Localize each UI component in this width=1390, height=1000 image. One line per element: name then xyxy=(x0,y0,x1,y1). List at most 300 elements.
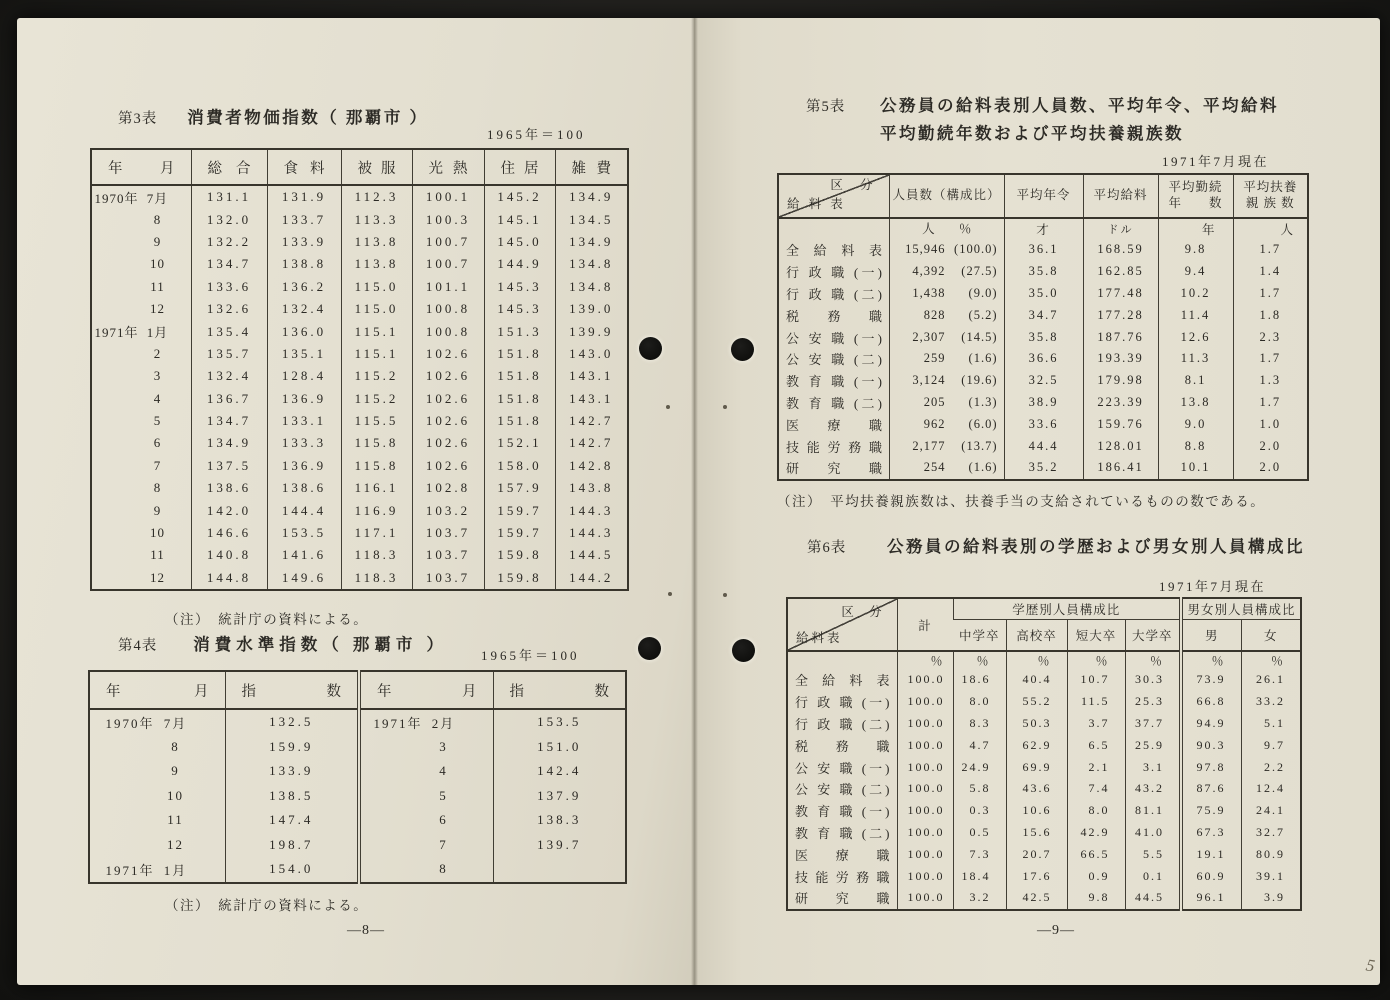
cell: 17.6 xyxy=(1006,865,1067,887)
cell: 103.2 xyxy=(412,499,484,521)
table-row xyxy=(778,283,1308,305)
cell: 32.5 xyxy=(1004,370,1083,392)
table-row xyxy=(91,298,628,320)
cell: 135.1 xyxy=(267,343,341,365)
cell: 102.8 xyxy=(412,477,484,499)
table5-label: 第5表 xyxy=(806,99,846,115)
cell: 30.3 xyxy=(1125,669,1181,691)
cell: 144.3 xyxy=(555,499,628,521)
headcount-cell: 205 (1.3) xyxy=(889,392,1004,414)
table-row xyxy=(91,522,628,544)
cell: 102.6 xyxy=(412,343,484,365)
cell: 1.3 xyxy=(1233,370,1308,392)
table-5-salary-schedule-stats xyxy=(777,173,1309,481)
salary-schedule-name: 医 療 職 xyxy=(795,847,890,863)
cell: 177.48 xyxy=(1083,283,1158,305)
cell: 154.0 xyxy=(225,857,359,883)
salary-schedule-name: 税 務 職 xyxy=(786,308,882,324)
table6-title: 公務員の給料表別の学歴および男女別人員構成比 xyxy=(887,537,1305,556)
table-3-consumer-price-index xyxy=(90,148,629,591)
table-row xyxy=(778,413,1308,435)
table-row xyxy=(91,477,628,499)
table-row xyxy=(91,185,628,208)
cell: 137.5 xyxy=(191,455,267,477)
cell: 158.0 xyxy=(484,455,555,477)
cell: 8.0 xyxy=(1067,800,1125,822)
paper-speck xyxy=(723,593,727,597)
cell: 0.9 xyxy=(1067,865,1125,887)
cell: 139.0 xyxy=(555,298,628,320)
page-number: ―8― xyxy=(347,923,385,938)
cell: 144.5 xyxy=(555,544,628,566)
salary-schedule-name: 研 究 職 xyxy=(786,461,882,477)
cell: 143.1 xyxy=(555,365,628,387)
cell: 44.5 xyxy=(1125,887,1181,910)
table-row xyxy=(91,253,628,275)
table4-title: 消費水準指数（ 那覇市 ） xyxy=(193,635,448,654)
unit-age: 才 xyxy=(1004,218,1083,239)
units-row xyxy=(778,218,1308,239)
cell: 187.76 xyxy=(1083,326,1158,348)
corner-kubun: 区 分 xyxy=(841,605,888,619)
cell: 115.0 xyxy=(341,276,412,298)
cell: 80.9 xyxy=(1241,843,1301,865)
salary-schedule-name: 公 安 職 (一) xyxy=(786,330,882,346)
month-cell: 10 xyxy=(150,525,165,541)
month-cell: 8 xyxy=(171,738,180,754)
table-row xyxy=(787,691,1301,713)
cell: 1.7 xyxy=(1233,348,1308,370)
cell: 90.3 xyxy=(1181,734,1241,756)
cell: 136.7 xyxy=(191,388,267,410)
paper-speck xyxy=(666,405,670,409)
cell: 133.9 xyxy=(225,759,359,784)
month-cell: 9 xyxy=(171,763,180,779)
col-junior-college: 短大卒 xyxy=(1067,620,1125,652)
table-row xyxy=(787,756,1301,778)
cell: 134.9 xyxy=(555,185,628,208)
cell: 113.8 xyxy=(341,253,412,275)
headcount-cell: 1,438 (9.0) xyxy=(889,283,1004,305)
cell: 3.7 xyxy=(1067,713,1125,735)
cell: 102.6 xyxy=(412,410,484,432)
cell: 159.8 xyxy=(484,544,555,566)
month-cell: 9 xyxy=(153,233,162,249)
table-row xyxy=(787,713,1301,735)
cell: 159.76 xyxy=(1083,413,1158,435)
cell: 0.5 xyxy=(953,822,1006,844)
cell: 2.3 xyxy=(1233,326,1308,348)
cell: 101.1 xyxy=(412,276,484,298)
cell: 35.8 xyxy=(1004,326,1083,348)
cell: 19.1 xyxy=(1181,843,1241,865)
cell: 12.6 xyxy=(1158,326,1233,348)
salary-schedule-name: 公 安 職 (二) xyxy=(786,352,882,368)
cell: 100.0 xyxy=(897,669,953,691)
month-cell: 12 xyxy=(167,836,184,852)
table-row xyxy=(91,365,628,387)
headcount-cell: 15,946 (100.0) xyxy=(889,239,1004,261)
month-cell: 1971年 1月 xyxy=(105,862,188,878)
month-cell: 1970年 7月 xyxy=(94,190,169,206)
cell: 135.4 xyxy=(191,320,267,342)
cell: 157.9 xyxy=(484,477,555,499)
table-row xyxy=(778,348,1308,370)
table3-title: 消費者物価指数（ 那覇市 ） xyxy=(187,108,429,127)
cell: 20.7 xyxy=(1006,843,1067,865)
table-row xyxy=(787,843,1301,865)
cell: 115.1 xyxy=(341,343,412,365)
cell: 8.0 xyxy=(953,691,1006,713)
cell: 33.6 xyxy=(1004,413,1083,435)
table-row xyxy=(778,239,1308,261)
table-row xyxy=(89,784,626,809)
cell: 134.8 xyxy=(555,253,628,275)
headcount-cell: 3,124 (19.6) xyxy=(889,370,1004,392)
salary-schedule-name: 全 給 料 表 xyxy=(795,673,890,689)
cell: 118.3 xyxy=(341,544,412,566)
punch-hole xyxy=(639,337,662,360)
cell: 43.6 xyxy=(1006,778,1067,800)
cell: 134.8 xyxy=(555,276,628,298)
cell: 134.7 xyxy=(191,410,267,432)
table-row xyxy=(778,435,1308,457)
cell: 138.6 xyxy=(191,477,267,499)
table-row xyxy=(91,544,628,566)
month-cell: 1970年 7月 xyxy=(105,715,188,731)
cell: 115.2 xyxy=(341,365,412,387)
cell: 144.8 xyxy=(191,567,267,590)
cell: 115.5 xyxy=(341,410,412,432)
table-row xyxy=(787,865,1301,887)
col-general: 総 合 xyxy=(191,149,267,185)
month-cell: 12 xyxy=(150,569,165,585)
cell: 159.9 xyxy=(225,735,359,760)
cell: 10.6 xyxy=(1006,800,1067,822)
col-year-month: 年 月 xyxy=(89,671,225,709)
cell: 102.6 xyxy=(412,388,484,410)
cell: 50.3 xyxy=(1006,713,1067,735)
cell: 138.5 xyxy=(225,784,359,809)
cell: 144.4 xyxy=(267,499,341,521)
cell: 142.0 xyxy=(191,499,267,521)
col-avg-pay: 平均給料 xyxy=(1083,174,1158,218)
cell: 60.9 xyxy=(1181,865,1241,887)
cell: 81.1 xyxy=(1125,800,1181,822)
cell: 147.4 xyxy=(225,808,359,833)
cell: 102.6 xyxy=(412,365,484,387)
corner-kyuryohyo: 給 料 表 xyxy=(787,197,846,212)
cell: 25.9 xyxy=(1125,734,1181,756)
cell: 116.1 xyxy=(341,477,412,499)
cell: 103.7 xyxy=(412,522,484,544)
cell: 9.8 xyxy=(1067,887,1125,910)
cell: 37.7 xyxy=(1125,713,1181,735)
corner-kyuryohyo: 給料表 xyxy=(796,631,843,645)
cell: 33.2 xyxy=(1241,691,1301,713)
cell: 131.1 xyxy=(191,185,267,208)
table-row xyxy=(91,388,628,410)
headcount-cell: 962 (6.0) xyxy=(889,413,1004,435)
cell: 142.7 xyxy=(555,410,628,432)
headcount-cell: 259 (1.6) xyxy=(889,348,1004,370)
col-avg-age: 平均年令 xyxy=(1004,174,1083,218)
salary-schedule-name: 教 育 職 (一) xyxy=(795,804,890,820)
cell: 151.8 xyxy=(484,343,555,365)
table-row xyxy=(778,370,1308,392)
headcount-cell: 2,307 (14.5) xyxy=(889,326,1004,348)
cell: 133.6 xyxy=(191,276,267,298)
cell: 10.7 xyxy=(1067,669,1125,691)
cell: 133.9 xyxy=(267,231,341,253)
cell: 112.3 xyxy=(341,185,412,208)
cell: 7.3 xyxy=(953,843,1006,865)
corner-header-cell xyxy=(787,598,897,651)
month-cell: 10 xyxy=(150,256,165,272)
headcount-cell: 4,392 (27.5) xyxy=(889,261,1004,283)
cell: 136.2 xyxy=(267,276,341,298)
table3-heading xyxy=(118,104,429,128)
group-education: 学歴別人員構成比 xyxy=(953,598,1181,620)
cell: 132.4 xyxy=(267,298,341,320)
table5-as-of-date: 1971年7月現在 xyxy=(1162,154,1270,169)
salary-schedule-name: 税 務 職 xyxy=(795,738,890,754)
cell: 113.3 xyxy=(341,208,412,230)
paper-speck xyxy=(723,405,727,409)
cell: 100.0 xyxy=(897,778,953,800)
punch-hole xyxy=(731,338,754,361)
cell xyxy=(493,857,626,883)
unit-pct: ％ xyxy=(897,651,953,669)
salary-schedule-name: 公 安 職 (一) xyxy=(795,760,890,776)
salary-schedule-name: 行 政 職 (二) xyxy=(795,716,890,732)
col-avg-service-years: 平均勤続 年 数 xyxy=(1158,174,1233,218)
cell: 100.0 xyxy=(897,843,953,865)
table4-base-note: 1965年＝100 xyxy=(481,648,580,663)
units-row xyxy=(787,651,1301,669)
salary-schedule-name: 公 安 職 (二) xyxy=(795,782,890,798)
table-row xyxy=(787,800,1301,822)
cell: 132.4 xyxy=(191,365,267,387)
cell: 146.6 xyxy=(191,522,267,544)
cell: 135.7 xyxy=(191,343,267,365)
month-cell: 7 xyxy=(153,457,162,473)
cell: 223.39 xyxy=(1083,392,1158,414)
cell: 133.3 xyxy=(267,432,341,454)
cell: 0.3 xyxy=(953,800,1006,822)
table-row xyxy=(787,734,1301,756)
table4-source-note: （注） 統計庁の資料による。 xyxy=(165,898,369,913)
cell: 159.7 xyxy=(484,499,555,521)
headcount-cell: 2,177 (13.7) xyxy=(889,435,1004,457)
cell: 1.0 xyxy=(1233,413,1308,435)
month-cell: 11 xyxy=(167,812,184,828)
cell: 115.0 xyxy=(341,298,412,320)
salary-schedule-name: 技 能 労 務 職 xyxy=(795,869,890,885)
cell: 18.4 xyxy=(953,865,1006,887)
cell: 142.7 xyxy=(555,432,628,454)
cell: 145.3 xyxy=(484,276,555,298)
cell: 145.2 xyxy=(484,185,555,208)
month-cell: 12 xyxy=(150,301,165,317)
col-year-month: 年 月 xyxy=(359,671,493,709)
unit-person: 人 xyxy=(1233,218,1308,239)
unit-year: 年 xyxy=(1158,218,1233,239)
cell: 116.9 xyxy=(341,499,412,521)
table3-label: 第3表 xyxy=(118,111,158,127)
cell: 168.59 xyxy=(1083,239,1158,261)
table3-header-row xyxy=(91,149,628,185)
cell: 18.6 xyxy=(953,669,1006,691)
table4-label: 第4表 xyxy=(118,638,158,654)
unit-pct: ％ xyxy=(953,651,1006,669)
cell: 96.1 xyxy=(1181,887,1241,910)
month-cell: 1971年 2月 xyxy=(359,709,493,735)
cell: 24.1 xyxy=(1241,800,1301,822)
month-cell: 4 xyxy=(359,759,493,784)
cell: 134.7 xyxy=(191,253,267,275)
table3-source-note: （注） 統計庁の資料による。 xyxy=(165,612,369,627)
table6-header-row-1 xyxy=(787,598,1301,620)
cell: 75.9 xyxy=(1181,800,1241,822)
cell: 115.8 xyxy=(341,432,412,454)
table6-label: 第6表 xyxy=(807,540,847,556)
cell: 143.0 xyxy=(555,343,628,365)
cell: 13.8 xyxy=(1158,392,1233,414)
unit-dollar: ドル xyxy=(1083,218,1158,239)
headcount-cell: 828 (5.2) xyxy=(889,304,1004,326)
cell: 138.3 xyxy=(493,808,626,833)
cell: 151.8 xyxy=(484,410,555,432)
cell: 100.0 xyxy=(897,691,953,713)
cell: 44.4 xyxy=(1004,435,1083,457)
cell: 41.0 xyxy=(1125,822,1181,844)
table-6-education-gender-composition xyxy=(786,597,1302,911)
page-9 xyxy=(694,18,1380,985)
cell: 15.6 xyxy=(1006,822,1067,844)
cell: 9.4 xyxy=(1158,261,1233,283)
table-row xyxy=(89,833,626,858)
table-row xyxy=(787,778,1301,800)
col-misc: 雑 費 xyxy=(555,149,628,185)
cell: 134.9 xyxy=(191,432,267,454)
cell: 145.3 xyxy=(484,298,555,320)
month-cell: 5 xyxy=(359,784,493,809)
month-cell: 7 xyxy=(359,833,493,858)
cell: 134.5 xyxy=(555,208,628,230)
cell: 162.85 xyxy=(1083,261,1158,283)
cell: 136.9 xyxy=(267,388,341,410)
cell: 159.7 xyxy=(484,522,555,544)
page-number: ―9― xyxy=(1037,923,1075,938)
col-index: 指 数 xyxy=(225,671,359,709)
cell: 0.1 xyxy=(1125,865,1181,887)
table-row xyxy=(778,457,1308,480)
unit-pct: ％ xyxy=(1006,651,1067,669)
unit-pct: ％ xyxy=(1181,651,1241,669)
cell: 36.6 xyxy=(1004,348,1083,370)
table4-header-row xyxy=(89,671,626,709)
month-cell: 6 xyxy=(359,808,493,833)
table-row xyxy=(91,432,628,454)
cell: 1.7 xyxy=(1233,283,1308,305)
cell: 25.3 xyxy=(1125,691,1181,713)
cell: 12.4 xyxy=(1241,778,1301,800)
unit-pct: ％ xyxy=(1241,651,1301,669)
cell: 100.8 xyxy=(412,298,484,320)
cell: 11.3 xyxy=(1158,348,1233,370)
cell: 149.6 xyxy=(267,567,341,590)
cell: 9.7 xyxy=(1241,734,1301,756)
cell: 42.5 xyxy=(1006,887,1067,910)
col-housing: 住 居 xyxy=(484,149,555,185)
cell: 2.0 xyxy=(1233,435,1308,457)
unit-person-pct: 人 ％ xyxy=(889,219,1004,239)
cell: 142.4 xyxy=(493,759,626,784)
table-row xyxy=(91,455,628,477)
unit-pct: ％ xyxy=(1067,651,1125,669)
table-row xyxy=(91,208,628,230)
cell: 145.0 xyxy=(484,231,555,253)
cell: 67.3 xyxy=(1181,822,1241,844)
table-row xyxy=(91,410,628,432)
col-year-month: 年 月 xyxy=(91,149,191,185)
cell: 66.8 xyxy=(1181,691,1241,713)
cell: 9.0 xyxy=(1158,413,1233,435)
table-row xyxy=(787,887,1301,910)
cell: 138.8 xyxy=(267,253,341,275)
cell: 1.4 xyxy=(1233,261,1308,283)
cell: 1.7 xyxy=(1233,392,1308,414)
cell: 132.5 xyxy=(225,709,359,735)
cell: 32.7 xyxy=(1241,822,1301,844)
cell: 138.6 xyxy=(267,477,341,499)
col-index: 指 数 xyxy=(493,671,626,709)
col-headcount: 人員数（構成比） xyxy=(889,174,1004,218)
cell: 198.7 xyxy=(225,833,359,858)
cell: 9.8 xyxy=(1158,239,1233,261)
cell: 151.0 xyxy=(493,735,626,760)
cell: 100.0 xyxy=(897,734,953,756)
cell: 151.8 xyxy=(484,365,555,387)
cell: 8.1 xyxy=(1158,370,1233,392)
cell: 38.9 xyxy=(1004,392,1083,414)
page-8 xyxy=(17,18,694,985)
corner-kubun: 区 分 xyxy=(830,178,880,192)
table-row xyxy=(91,499,628,521)
cell: 3.2 xyxy=(953,887,1006,910)
cell: 69.9 xyxy=(1006,756,1067,778)
cell: 87.6 xyxy=(1181,778,1241,800)
cell: 94.9 xyxy=(1181,713,1241,735)
cell: 11.5 xyxy=(1067,691,1125,713)
table6-as-of-date: 1971年7月現在 xyxy=(1159,579,1267,594)
cell: 1.7 xyxy=(1233,239,1308,261)
cell: 115.8 xyxy=(341,455,412,477)
month-cell: 3 xyxy=(359,735,493,760)
cell: 42.9 xyxy=(1067,822,1125,844)
salary-schedule-name: 行 政 職 (一) xyxy=(786,265,882,281)
cell: 34.7 xyxy=(1004,304,1083,326)
cell: 144.9 xyxy=(484,253,555,275)
cell: 6.5 xyxy=(1067,734,1125,756)
cell: 10.1 xyxy=(1158,457,1233,480)
cell: 132.6 xyxy=(191,298,267,320)
cell: 186.41 xyxy=(1083,457,1158,480)
cell: 132.0 xyxy=(191,208,267,230)
cell: 2.0 xyxy=(1233,457,1308,480)
cell: 152.1 xyxy=(484,432,555,454)
